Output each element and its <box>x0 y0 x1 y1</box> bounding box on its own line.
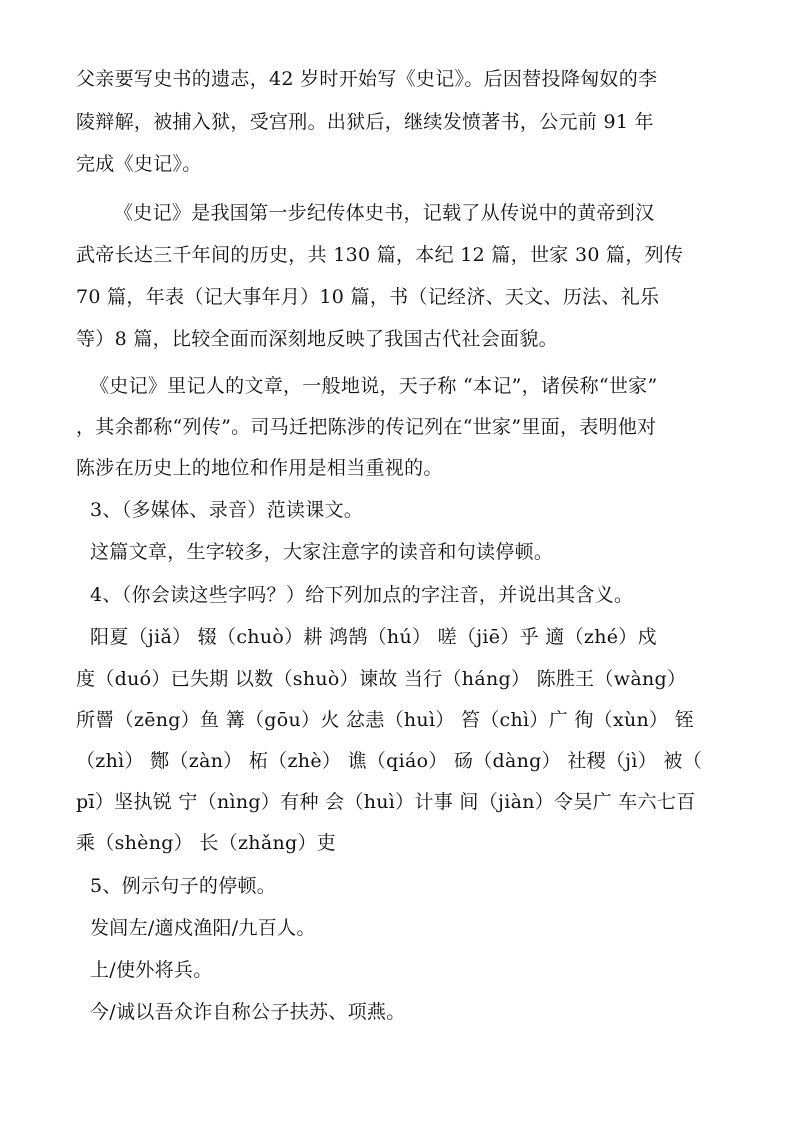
pinyin-line-5: pī）坚执锐 宁（nìng）有种 会（huì）计事 间（jiàn）令吴广 车六七百 <box>76 791 696 813</box>
paragraph-line-4: 《史记》是我国第一步纪传体史书，记载了从传说中的黄帝到汉 <box>114 202 655 224</box>
paragraph-line-6: 70 篇，年表（记大事年月）10 篇，书（记经济、天文、历法、礼乐 <box>76 286 660 308</box>
paragraph-line-12: 这篇文章，生字较多，大家注意字的读音和句读停顿。 <box>90 541 554 563</box>
example-sentence-2: 上/使外将兵。 <box>90 959 213 981</box>
pinyin-line-4: （zhì） 酂（zàn） 柘（zhè） 谯（qiáo） 砀（dàng） 社稷（jì） 被（ <box>76 750 702 772</box>
section-heading-4: 4、（你会读这些字吗？）给下列加点的字注音，并说出其含义。 <box>90 584 634 606</box>
paragraph-line-3: 完成《史记》。 <box>76 153 202 175</box>
pinyin-line-3: 所罾（zēng）鱼 篝（gōu）火 忿恚（huì） 笞（chì）广 徇（xùn） 铚 <box>76 709 694 731</box>
paragraph-line-10: 陈涉在历史上的地位和作用是相当重视的。 <box>76 457 443 479</box>
pinyin-line-1: 阳夏（jiǎ） 辍（chuò）耕 鸿鹄（hú） 嗟（jiē）乎 適（zhé）戍 <box>90 626 657 648</box>
paragraph-line-5: 武帝长达三千年间的历史，共 130 篇，本纪 12 篇，世家 30 篇，列传 <box>76 244 684 266</box>
section-heading-5: 5、例示句子的停顿。 <box>90 875 277 897</box>
example-sentence-3: 今/诚以吾众诈自称公子扶苏、项燕。 <box>90 1001 406 1023</box>
paragraph-line-1: 父亲要写史书的遗志，42 岁时开始写《史记》。后因替投降匈奴的李 <box>76 68 658 90</box>
section-heading-3: 3、（多媒体、录音）范读课文。 <box>90 499 364 521</box>
paragraph-line-9: ，其余都称“列传”。司马迁把陈涉的传记列在“世家”里面，表明他对 <box>76 416 657 438</box>
pinyin-line-2: 度（duó）已失期 以数（shuò）谏故 当行（háng） 陈胜王（wàng） <box>76 668 687 690</box>
pinyin-line-6: 乘（shèng） 长（zhǎng）吏 <box>76 832 337 854</box>
paragraph-line-7: 等）8 篇，比较全面而深刻地反映了我国古代社会面貌。 <box>76 328 558 350</box>
paragraph-line-2: 陵辩解，被捕入狱，受宫刑。出狱后，继续发愤著书，公元前 91 年 <box>76 111 654 133</box>
paragraph-line-8: 《史记》里记人的文章，一般地说，天子称 “本记”，诸侯称“世家” <box>90 375 658 397</box>
example-sentence-1: 发闾左/適戍渔阳/九百人。 <box>90 917 316 939</box>
